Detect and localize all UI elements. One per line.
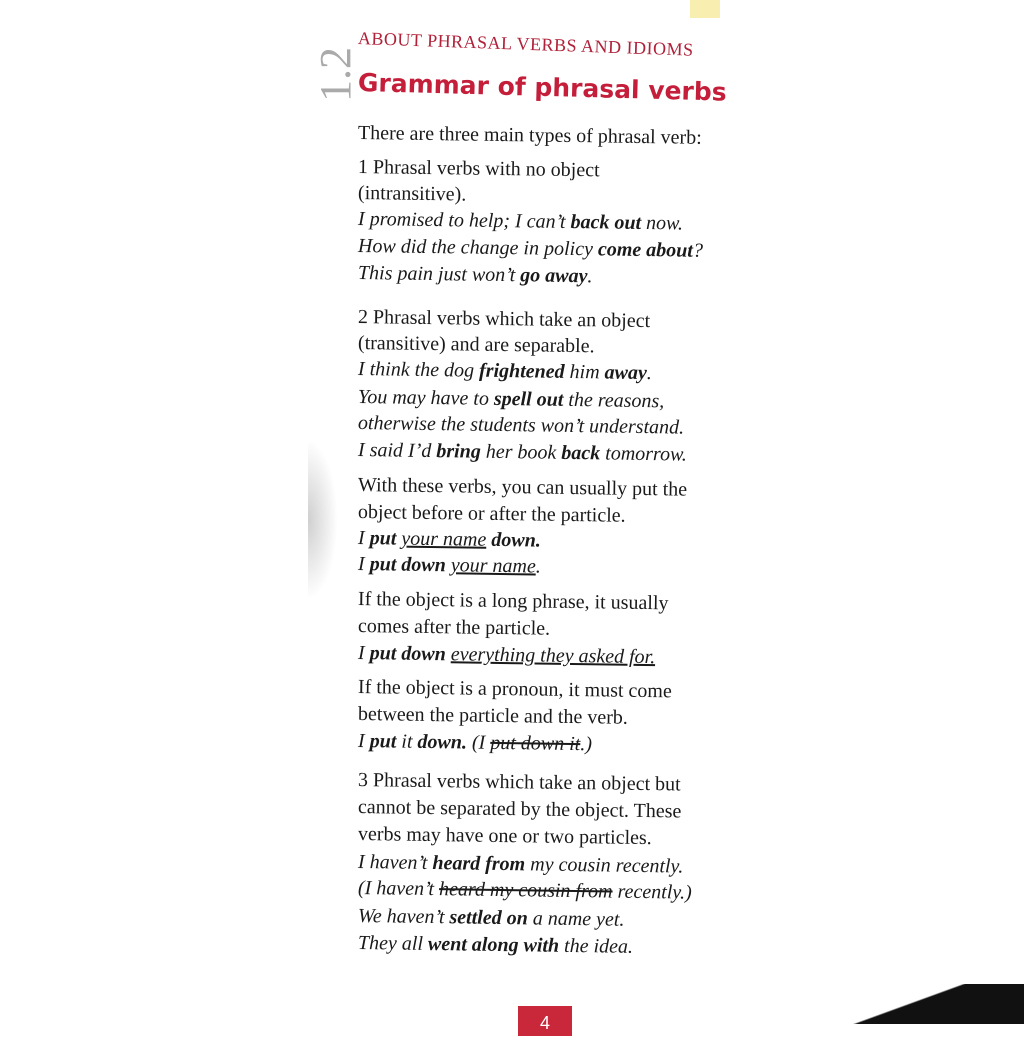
text-segment: now. bbox=[640, 211, 684, 235]
phrasal-verb: went along with bbox=[427, 932, 560, 957]
page-curl-shadow bbox=[308, 440, 338, 600]
text-segment: .) bbox=[580, 733, 593, 756]
underlined-object: your name bbox=[450, 554, 536, 578]
text-segment: (transitive) and are separable. bbox=[357, 332, 595, 358]
text-segment: a name yet. bbox=[527, 907, 625, 931]
phrasal-verb: come about bbox=[597, 238, 694, 262]
text-segment: the idea. bbox=[558, 934, 634, 958]
text-segment: There are three main types of phrasal verb: bbox=[357, 122, 702, 149]
text-segment: . bbox=[535, 555, 541, 578]
text-line bbox=[358, 851, 684, 879]
text-segment: her book bbox=[480, 440, 562, 464]
text-segment: We haven’t bbox=[357, 905, 450, 929]
text-line bbox=[358, 823, 652, 850]
text-segment: the reasons, bbox=[563, 388, 665, 413]
text-line bbox=[358, 796, 682, 824]
phrasal-verb: spell out bbox=[493, 387, 564, 411]
phrasal-verb: down. bbox=[491, 528, 541, 552]
text-line bbox=[358, 306, 650, 333]
page-title: Grammar of phrasal verbs bbox=[357, 68, 728, 107]
text-segment: verbs may have one or two particles. bbox=[357, 823, 652, 850]
phrasal-verb: put down bbox=[369, 553, 446, 577]
page-edge-highlight bbox=[690, 0, 720, 18]
text-segment: They all bbox=[357, 932, 429, 955]
text-segment: This pain just won’t bbox=[357, 262, 521, 287]
text-line bbox=[358, 877, 692, 905]
text-line bbox=[358, 703, 628, 730]
text-segment: You may have to bbox=[357, 386, 495, 410]
underlined-object: your name bbox=[401, 527, 487, 551]
text-segment: . bbox=[646, 362, 653, 385]
text-line bbox=[358, 932, 633, 959]
text-line bbox=[358, 122, 702, 150]
text-segment: cannot be separated by the object. These bbox=[357, 796, 682, 823]
text-line bbox=[358, 527, 541, 553]
text-segment: I think the dog bbox=[357, 358, 480, 382]
phrasal-verb: down. bbox=[417, 730, 468, 754]
text-segment: tomorrow. bbox=[600, 442, 688, 466]
phrasal-verb: back out bbox=[570, 210, 642, 234]
text-segment: 1 Phrasal verbs with no object bbox=[357, 156, 600, 182]
text-line bbox=[358, 332, 595, 358]
phrasal-verb: away bbox=[604, 361, 648, 385]
text-segment: recently.) bbox=[612, 880, 692, 904]
text-line bbox=[358, 439, 687, 467]
section-number: 1.2 bbox=[311, 47, 360, 102]
phrasal-verb: heard from bbox=[432, 852, 526, 876]
text-line bbox=[358, 730, 592, 756]
text-segment: I bbox=[357, 642, 370, 665]
phrasal-verb: put bbox=[369, 730, 397, 753]
text-segment: How did the change in policy bbox=[357, 235, 599, 261]
text-segment: (intransitive). bbox=[357, 182, 467, 206]
phrasal-verb: back bbox=[561, 441, 601, 465]
text-line bbox=[358, 386, 665, 413]
page-corner bbox=[704, 984, 1024, 1024]
phrasal-verb: put down bbox=[369, 642, 446, 666]
struck-out-text: put down it bbox=[490, 731, 581, 756]
text-segment: otherwise the students won’t understand. bbox=[357, 412, 685, 439]
text-segment: (I haven’t bbox=[357, 877, 440, 901]
text-segment: 2 Phrasal verbs which take an object bbox=[357, 306, 651, 333]
text-line bbox=[358, 208, 683, 236]
text-segment: comes after the particle. bbox=[357, 615, 551, 640]
text-segment: my cousin recently. bbox=[525, 853, 684, 878]
text-line bbox=[358, 615, 550, 641]
text-segment: I bbox=[357, 527, 370, 550]
text-segment: . bbox=[587, 265, 593, 288]
section-heading: ABOUT PHRASAL VERBS AND IDIOMS bbox=[357, 28, 694, 60]
text-segment: him bbox=[564, 360, 605, 384]
text-segment: If the object is a pronoun, it must come bbox=[357, 676, 672, 703]
text-segment: I haven’t bbox=[357, 851, 433, 875]
text-line bbox=[358, 474, 687, 502]
text-line bbox=[358, 642, 655, 669]
text-segment: I bbox=[357, 553, 370, 576]
text-segment: ? bbox=[692, 239, 704, 262]
text-line bbox=[358, 262, 593, 288]
text-segment: 3 Phrasal verbs which take an object but bbox=[357, 769, 681, 796]
text-segment: object before or after the particle. bbox=[357, 501, 626, 527]
text-segment: it bbox=[396, 730, 418, 753]
underlined-object: everything they asked for. bbox=[450, 643, 656, 669]
text-line bbox=[358, 588, 669, 615]
text-line bbox=[358, 676, 672, 703]
text-line bbox=[358, 553, 541, 579]
phrasal-verb: bring bbox=[436, 440, 481, 463]
phrasal-verb: put bbox=[369, 527, 397, 550]
text-line bbox=[358, 905, 625, 932]
text-line bbox=[358, 358, 652, 385]
text-segment: I promised to help; I can’t bbox=[357, 208, 571, 233]
text-segment: between the particle and the verb. bbox=[357, 703, 629, 729]
text-line bbox=[358, 182, 467, 207]
text-line bbox=[358, 501, 626, 528]
text-segment: If the object is a long phrase, it usually bbox=[357, 588, 669, 615]
text-line bbox=[358, 235, 703, 263]
text-segment: (I bbox=[466, 731, 491, 754]
text-segment: I said I’d bbox=[357, 439, 437, 463]
text-line bbox=[358, 769, 681, 797]
text-segment: I bbox=[357, 730, 370, 753]
struck-out-text: heard my cousin from bbox=[438, 878, 613, 903]
phrasal-verb: settled on bbox=[449, 906, 528, 930]
phrasal-verb: frightened bbox=[478, 359, 565, 383]
text-line bbox=[358, 156, 600, 182]
page-number: 4 bbox=[518, 1006, 572, 1036]
phrasal-verb: go away bbox=[520, 264, 588, 288]
text-segment: With these verbs, you can usually put the bbox=[357, 474, 688, 501]
text-line bbox=[358, 412, 684, 440]
